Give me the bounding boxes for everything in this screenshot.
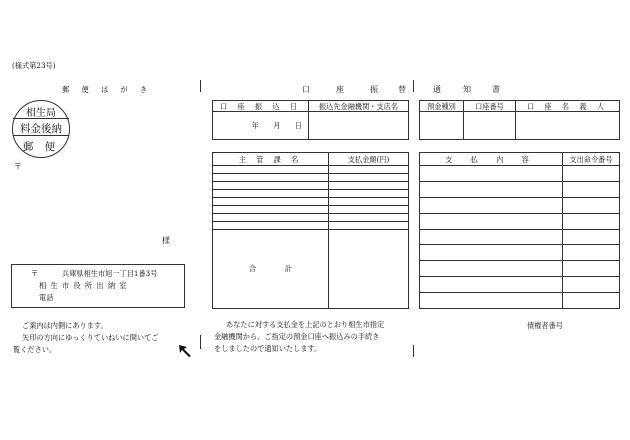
deposit-type-cell [420, 112, 464, 140]
table-row [213, 189, 409, 197]
inside-note-line1: ご案内は内側にあります。 [22, 321, 108, 330]
stamp-line3: 郵 便 [22, 141, 60, 153]
fold-mark-left-bottom [200, 335, 201, 349]
detail-table [419, 152, 620, 309]
postage-paid-stamp [12, 100, 70, 158]
postal-mark: 〒 [14, 162, 22, 171]
account-holder-cell [516, 112, 620, 140]
transfer-table [212, 100, 409, 140]
title-char-3: 振 [370, 85, 378, 94]
notice-message-line3: をしましたので通知いたします。 [214, 344, 322, 353]
table-row [420, 181, 620, 197]
open-arrow-icon [178, 344, 192, 358]
table-row [420, 293, 620, 309]
stamp-line1: 相生局 [26, 108, 56, 119]
sender-postal-mark: 〒 [31, 269, 39, 278]
account-number-cell [464, 112, 516, 140]
transfer-date-header: 口 座 振 込 日 [213, 101, 309, 112]
title-char-7: 書 [492, 85, 500, 94]
fold-mark-left-top [200, 80, 201, 92]
title-char-5: 通 [433, 85, 441, 94]
table-row [420, 245, 620, 261]
title-char-4: 替 [398, 85, 406, 94]
payment-content-header: 支 払 内 容 [420, 153, 563, 166]
deposit-type-header: 預金種別 [420, 101, 464, 112]
table-row [420, 166, 620, 182]
notice-message-line1: あなたに対する支払金を上記のとおり相生市指定 [226, 320, 385, 329]
sender-address: 兵庫県相生市旭一丁目1番3号 [62, 269, 158, 278]
account-number-header: 口座番号 [464, 101, 516, 112]
title-char-2: 座 [336, 85, 344, 94]
form-number: (様式第23号) [12, 61, 56, 70]
sender-box [11, 264, 185, 308]
table-row [420, 197, 620, 213]
transfer-date-cell: 年 月 日 [213, 112, 309, 140]
account-table [419, 100, 620, 140]
account-holder-header: 口 座 名 義 人 [516, 101, 620, 112]
bank-branch-cell [309, 112, 409, 140]
sender-phone-label: 電話 [39, 293, 54, 302]
fold-mark-mid-bottom [413, 345, 414, 357]
amount-header: 支払金額(円) [329, 153, 409, 166]
table-row [213, 221, 409, 229]
notice-message-line2: 金融機関から、ご指定の預金口座へ振込みの手続き [214, 332, 380, 341]
recipient-sama: 様 [162, 236, 170, 245]
creditor-number-label: 債権者番号 [527, 321, 563, 330]
total-label: 合 計 [213, 229, 329, 309]
payment-table [212, 152, 409, 309]
title-char-6: 知 [463, 85, 471, 94]
postcard-label: 郵 便 は が き [62, 85, 153, 94]
table-row [213, 213, 409, 221]
table-row [420, 213, 620, 229]
table-row [213, 205, 409, 213]
table-row [213, 166, 409, 174]
table-row [420, 261, 620, 277]
bank-branch-header: 振込先金融機関・支店名 [309, 101, 409, 112]
inside-note-line3: 覧ください。 [13, 345, 57, 354]
table-row [420, 277, 620, 293]
table-row [420, 229, 620, 245]
title-char-1: 口 [302, 85, 310, 94]
fold-mark-mid-top [413, 80, 414, 92]
table-row [213, 173, 409, 181]
order-number-header: 支出命令番号 [563, 153, 620, 166]
inside-note-line2: 矢印の方向にゆっくりていねいに開いてご [22, 333, 159, 342]
section-header: 主 管 課 名 [213, 153, 329, 166]
table-row [213, 197, 409, 205]
table-row [213, 181, 409, 189]
stamp-line2: 料金後納 [20, 123, 62, 135]
total-amount-cell [329, 229, 409, 309]
sender-office: 相 生 市 役 所 出 納 室 [39, 281, 128, 290]
